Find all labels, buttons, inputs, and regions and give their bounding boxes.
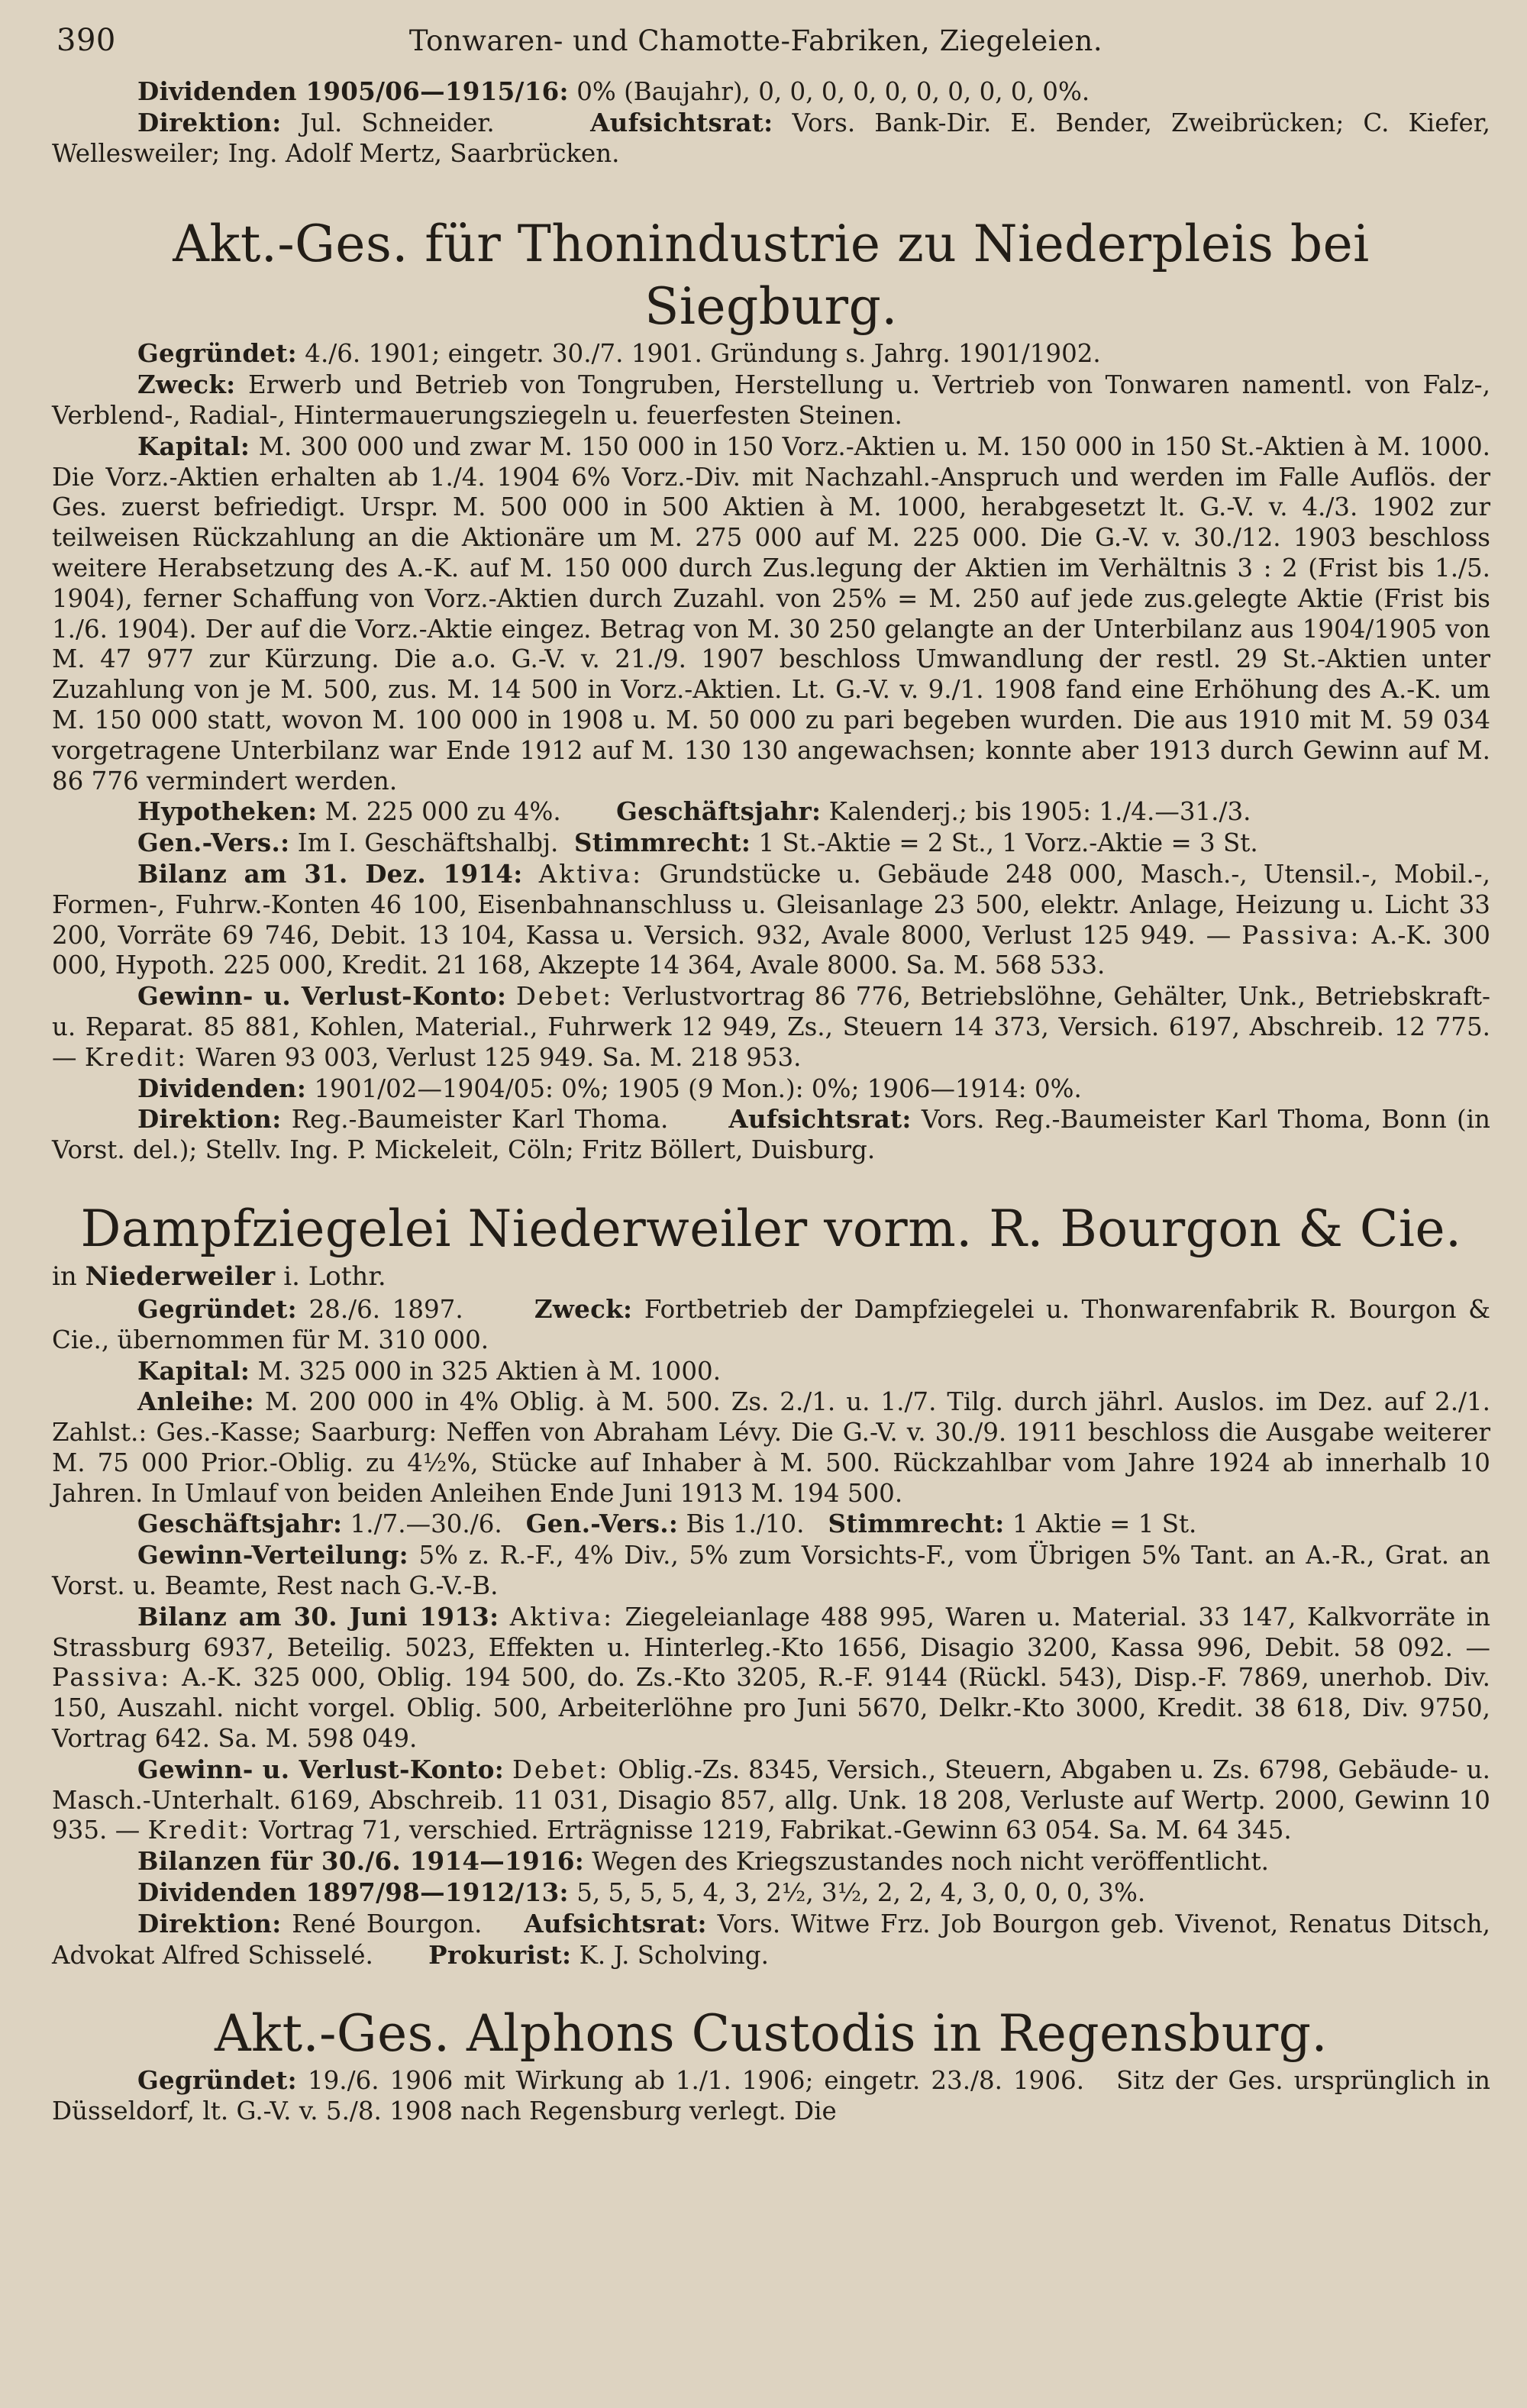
aufsichtsrat-label: Aufsichtsrat: — [728, 1104, 912, 1135]
dividenden-text: 1901/02—1904/05: 0%; 1905 (9 Mon.): 0%; 1906—1914: 0%. — [314, 1073, 1082, 1103]
direktion-label: Direktion: — [137, 1908, 282, 1938]
direktion-text: Jul. Schneider. — [300, 108, 495, 137]
genvers-text: Bis 1./10. — [686, 1509, 805, 1539]
gegruendet-text: 19./6. 1906 mit Wirkung ab 1./1. 1906; eingetr. 23./8. 1906. — [307, 2066, 1085, 2096]
passiva-label: Passiva: — [52, 1663, 172, 1693]
company-entry-niederpleis — [52, 213, 1490, 1166]
gegruendet-paragraph — [52, 1294, 1490, 1356]
debet-text: Verlustvortrag 86 776, Betriebslöhne, Gehälter, Unk., Betriebskraft- u. Reparat. 85 881, Kohlen, Material., Fuhrwerk 12 949, Zs., Steuern 14 373, Versich. 6197, Abschreib. 12 775. — — [52, 982, 1490, 1072]
company-entry-niederweiler — [52, 1198, 1490, 1971]
gegruendet-label: Gegründet: — [137, 1293, 297, 1324]
gegruendet-label: Gegründet: — [137, 338, 297, 369]
anleihe-paragraph — [52, 1386, 1490, 1509]
gegruendet-text: 4./6. 1901; eingetr. 30./7. 1901. Gründung s. Jahrg. 1901/1902. — [305, 339, 1101, 369]
subtitle-place: Niederweiler — [85, 1260, 276, 1292]
geschaeftsjahr-label: Geschäftsjahr: — [137, 1509, 343, 1539]
running-title: Tonwaren- und Chamotte-Fabriken, Ziegeleien. — [408, 24, 1103, 57]
hypotheken-text: M. 225 000 zu 4%. — [324, 797, 561, 827]
dividenden-label: Dividenden 1905/06—1915/16: — [137, 76, 569, 106]
zweck-text: Fortbetrieb der Dampfziegelei u. Thonwarenfabrik R. Bourgon & Cie., übernommen für M. 310 000. — [52, 1294, 1490, 1354]
kapital-text: M. 325 000 in 325 Aktien à M. 1000. — [257, 1356, 722, 1386]
geschaeftsjahr-text: Kalenderj.; bis 1905: 1./4.—31./3. — [828, 797, 1251, 827]
zweck-paragraph — [52, 370, 1490, 431]
bilanz-label: Bilanz am 31. Dez. 1914: — [137, 858, 523, 889]
running-head — [56, 23, 1490, 76]
passiva-text: A.-K. 300 000, Hypoth. 225 000, Kredit. 21 168, Akzepte 14 364, Avale 8000. Sa. M. 568 533. — [52, 920, 1490, 980]
kredit-text: Waren 93 003, Verlust 125 949. Sa. M. 218 953. — [195, 1042, 802, 1072]
genvers-text: Im I. Geschäftshalbj. — [297, 828, 559, 858]
direktion-text: René Bourgon. — [292, 1909, 483, 1938]
gewinnverteilung-label: Gewinn-Verteilung: — [137, 1540, 408, 1570]
zweck-text: Erwerb und Betrieb von Tongruben, Herstellung u. Vertrieb von Tonwaren namentl. von Falz-, Verblend-, Radial-, Hintermauerungsziegeln u. feuerfesten Steinen. — [52, 370, 1490, 430]
anleihe-text: M. 200 000 in 4% Oblig. à M. 500. Zs. 2./1. u. 1./7. Tilg. durch jährl. Auslos. im Dez. auf 2./1. Zahlst.: Ges.-Kasse; Saarburg: Neffen von Abraham Lévy. Die G.-V. v. 30./9. 1911 beschloss die Ausgabe weiterer M. 75 000 Prior.-Oblig. zu 4½%, Stücke auf Inhaber à M. 500. Rückzahlbar vom Jahre 1924 ab innerhalb 10 Jahren. In Umlauf von beiden Anleihen Ende Juni 1913 M. 194 500. — [52, 1387, 1490, 1508]
guv-label: Gewinn- u. Verlust-Konto: — [137, 1754, 505, 1784]
dividenden-paragraph — [52, 76, 1490, 108]
bilanzen-text: Wegen des Kriegszustandes noch nicht veröffentlicht. — [592, 1847, 1269, 1877]
passiva-text: A.-K. 325 000, Oblig. 194 500, do. Zs.-Kto 3205, R.-F. 9144 (Rückl. 543), Disp.-F. 7869, unerhob. Div. 150, Auszahl. nicht vorgel. Oblig. 500, Arbeiterlöhne pro Juni 5670, Delkr.-Kto 3000, Kredit. 38 618, Div. 9750, Vortrag 642. Sa. M. 598 049. — [52, 1663, 1490, 1754]
company-entry-custodis — [52, 2003, 1490, 2127]
stimmrecht-label: Stimmrecht: — [574, 828, 751, 858]
debet-label: Debet: — [512, 1754, 610, 1784]
prokurist-label: Prokurist: — [428, 1939, 572, 1970]
geschaeftsjahr-text: 1./7.—30./6. — [350, 1509, 502, 1539]
aktiva-text: Ziegeleianlage 488 995, Waren u. Material. 33 147, Kalkvorräte in Strassburg 6937, Beteilig. 5023, Effekten u. Hinterleg.-Kto 1656, Disagio 3200, Kassa 996, Debit. 58 092. — — [52, 1602, 1490, 1662]
gegruendet-paragraph — [52, 338, 1490, 370]
dividenden-paragraph — [52, 1877, 1490, 1909]
kredit-label: Kredit: — [84, 1042, 189, 1072]
company-title: Akt.-Ges. für Thonindustrie zu Niederpleis bei Siegburg. — [173, 215, 1370, 337]
kapital-paragraph — [52, 431, 1490, 797]
debet-label: Debet: — [515, 982, 614, 1012]
geschaeftsjahr-label: Geschäftsjahr: — [616, 796, 822, 827]
aufsichtsrat-text: Vors. Witwe Frz. Job Bourgon geb. Vivenot, Renatus Ditsch, Advokat Alfred Schisselé. — [52, 1909, 1491, 1970]
stimmrecht-text: 1 Aktie = 1 St. — [1012, 1509, 1197, 1539]
kapital-label: Kapital: — [137, 431, 250, 461]
subtitle-in: in — [52, 1260, 77, 1292]
kapital-text: M. 300 000 und zwar M. 150 000 in 150 Vorz.-Aktien u. M. 150 000 in 150 St.-Aktien à M. 1000. Die Vorz.-Aktien erhalten ab 1./4. 1904 6% Vorz.-Div. mit Nachzahl.-Anspruch und werden im Falle Auflös. der Ges. zuerst befriedigt. Urspr. M. 500 000 in 500 Aktien à M. 1000, herabgesetzt lt. G.-V. v. 4./3. 1902 zur teilweisen Rückzahlung an die Aktionäre um M. 275 000 auf M. 225 000. Die G.-V. v. 30./12. 1903 beschloss weitere Herabsetzung des A.-K. auf M. 150 000 durch Zus.legung der Aktien im Verhältnis 3 : 2 (Frist bis 1./5. 1904), ferner Schaffung von Vorz.-Aktien durch Zuzahl. von 25% = M. 250 auf jede zus.gelegte Aktie (Frist bis 1./6. 1904). Der auf die Vorz.-Aktie eingez. Betrag von M. 30 250 gelangte an der Unterbilanz aus 1904/1905 von M. 47 977 zur Kürzung. Die a.o. G.-V. v. 21./9. 1907 beschloss Umwandlung der restl. 29 St.-Aktien unter Zuzahlung von je M. 500, zus. M. 14 500 in Vorz.-Aktien. Lt. G.-V. v. 9./1. 1908 fand eine Erhöhung des A.-K. um M. 150 000 statt, wovon M. 100 000 in 1908 u. M. 50 000 zu pari begeben wurden. Die aus 1910 mit M. 59 034 vorgetragene Unterbilanz war Ende 1912 auf M. 130 130 angewachsen; konnte aber 1913 durch Gewinn auf M. 86 776 vermindert werden. — [52, 431, 1490, 796]
gegruendet-paragraph — [52, 2065, 1490, 2127]
passiva-label: Passiva: — [1241, 920, 1361, 950]
genvers-label: Gen.-Vers.: — [525, 1509, 679, 1539]
zweck-label: Zweck: — [137, 370, 236, 400]
aufsichtsrat-text: Vors. Reg.-Baumeister Karl Thoma, Bonn (in Vorst. del.); Stellv. Ing. P. Mickeleit, Cöln; Fritz Böllert, Duisburg. — [52, 1105, 1490, 1165]
prokurist-text: K. J. Scholving. — [579, 1940, 769, 1970]
direktion-paragraph — [52, 108, 1490, 169]
guv-paragraph — [52, 1754, 1490, 1846]
direktion-label: Direktion: — [137, 107, 282, 137]
kredit-text: Vortrag 71, verschied. Erträgnisse 1219, Fabrikat.-Gewinn 63 054. Sa. M. 64 345. — [259, 1816, 1292, 1845]
entry-continued — [52, 76, 1490, 169]
genvers-label: Gen.-Vers.: — [137, 828, 290, 858]
subtitle-rest: i. Lothr. — [283, 1260, 386, 1292]
bilanz-paragraph — [52, 1602, 1490, 1754]
bilanz-label: Bilanz am 30. Juni 1913: — [137, 1601, 499, 1632]
dividenden-label: Dividenden 1897/98—1912/13: — [137, 1877, 569, 1908]
gewinnverteilung-text: 5% z. R.-F., 4% Div., 5% zum Vorsichts-F., vom Übrigen 5% Tant. an A.-R., Grat. an Vorst. u. Beamte, Rest nach G.-V.-B. — [52, 1541, 1490, 1601]
aufsichtsrat-label: Aufsichtsrat: — [590, 107, 773, 137]
kredit-label: Kredit: — [147, 1816, 251, 1845]
direktion-paragraph — [52, 1909, 1490, 1971]
debet-text: Oblig.-Zs. 8345, Versich., Steuern, Abgaben u. Zs. 6798, Gebäude- u. Masch.-Unterhalt. 6169, Abschreib. 11 031, Disagio 857, allg. Unk. 18 208, Verluste auf Wertp. 2000, Gewinn 10 935. — — [52, 1754, 1490, 1845]
stimmrecht-label: Stimmrecht: — [828, 1509, 1005, 1539]
dividenden-text: 5, 5, 5, 5, 4, 3, 2½, 3½, 2, 2, 4, 3, 0, 0, 0, 3%. — [576, 1878, 1146, 1908]
company-title: Akt.-Ges. Alphons Custodis in Regensburg. — [214, 2004, 1328, 2064]
gegruendet-text: 28./6. 1897. — [308, 1294, 463, 1324]
dividenden-label: Dividenden: — [137, 1073, 307, 1103]
guv-label: Gewinn- u. Verlust-Konto: — [137, 981, 507, 1012]
bilanzen-label: Bilanzen für 30./6. 1914—1916: — [137, 1846, 585, 1877]
bilanz-paragraph — [52, 859, 1490, 981]
aufsichtsrat-text: Vors. Bank-Dir. E. Bender, Zweibrücken; C. Kiefer, Wellesweiler; Ing. Adolf Mertz, Saarbrücken. — [52, 108, 1490, 168]
gewinnverteilung-paragraph — [52, 1540, 1490, 1602]
kapital-label: Kapital: — [137, 1355, 250, 1386]
genvers-paragraph — [52, 828, 1490, 859]
company-subtitle — [52, 1260, 1490, 1293]
gegruendet-label: Gegründet: — [137, 2065, 297, 2096]
zweck-label: Zweck: — [534, 1293, 633, 1324]
anleihe-label: Anleihe: — [137, 1386, 254, 1417]
dividenden-paragraph — [52, 1073, 1490, 1105]
aufsichtsrat-label: Aufsichtsrat: — [524, 1908, 707, 1938]
company-title: Dampfziegelei Niederweiler vorm. R. Bourgon & Cie. — [80, 1199, 1462, 1258]
direktion-paragraph — [52, 1104, 1490, 1166]
bilanzen-paragraph — [52, 1846, 1490, 1877]
guv-paragraph — [52, 981, 1490, 1073]
page-number: 390 — [56, 23, 116, 58]
aktiva-label: Aktiva: — [538, 859, 644, 889]
geschaeftsjahr-paragraph — [52, 1509, 1490, 1540]
direktion-label: Direktion: — [137, 1104, 282, 1135]
aktiva-text: Grundstücke u. Gebäude 248 000, Masch.-, Utensil.-, Mobil.-, Formen-, Fuhrw.-Konten 46 100, Eisenbahnanschluss u. Gleisanlage 23 500, elektr. Anlage, Heizung u. Licht 33 200, Vorräte 69 746, Debit. 13 104, Kassa u. Versich. 932, Avale 8000, Verlust 125 949. — — [52, 859, 1490, 950]
hypotheken-paragraph — [52, 796, 1490, 828]
kapital-paragraph — [52, 1356, 1490, 1387]
aktiva-label: Aktiva: — [509, 1602, 615, 1632]
stimmrecht-text: 1 St.-Aktie = 2 St., 1 Vorz.-Aktie = 3 St. — [758, 828, 1258, 858]
direktion-text: Reg.-Baumeister Karl Thoma. — [291, 1105, 669, 1135]
dividenden-text: 0% (Baujahr), 0, 0, 0, 0, 0, 0, 0, 0, 0, 0%. — [576, 77, 1090, 106]
sitz-text: Sitz der Ges. ursprünglich in Düsseldorf, lt. G.-V. v. 5./8. 1908 nach Regensburg verlegt. Die — [52, 2066, 1490, 2126]
hypotheken-label: Hypotheken: — [137, 796, 318, 827]
